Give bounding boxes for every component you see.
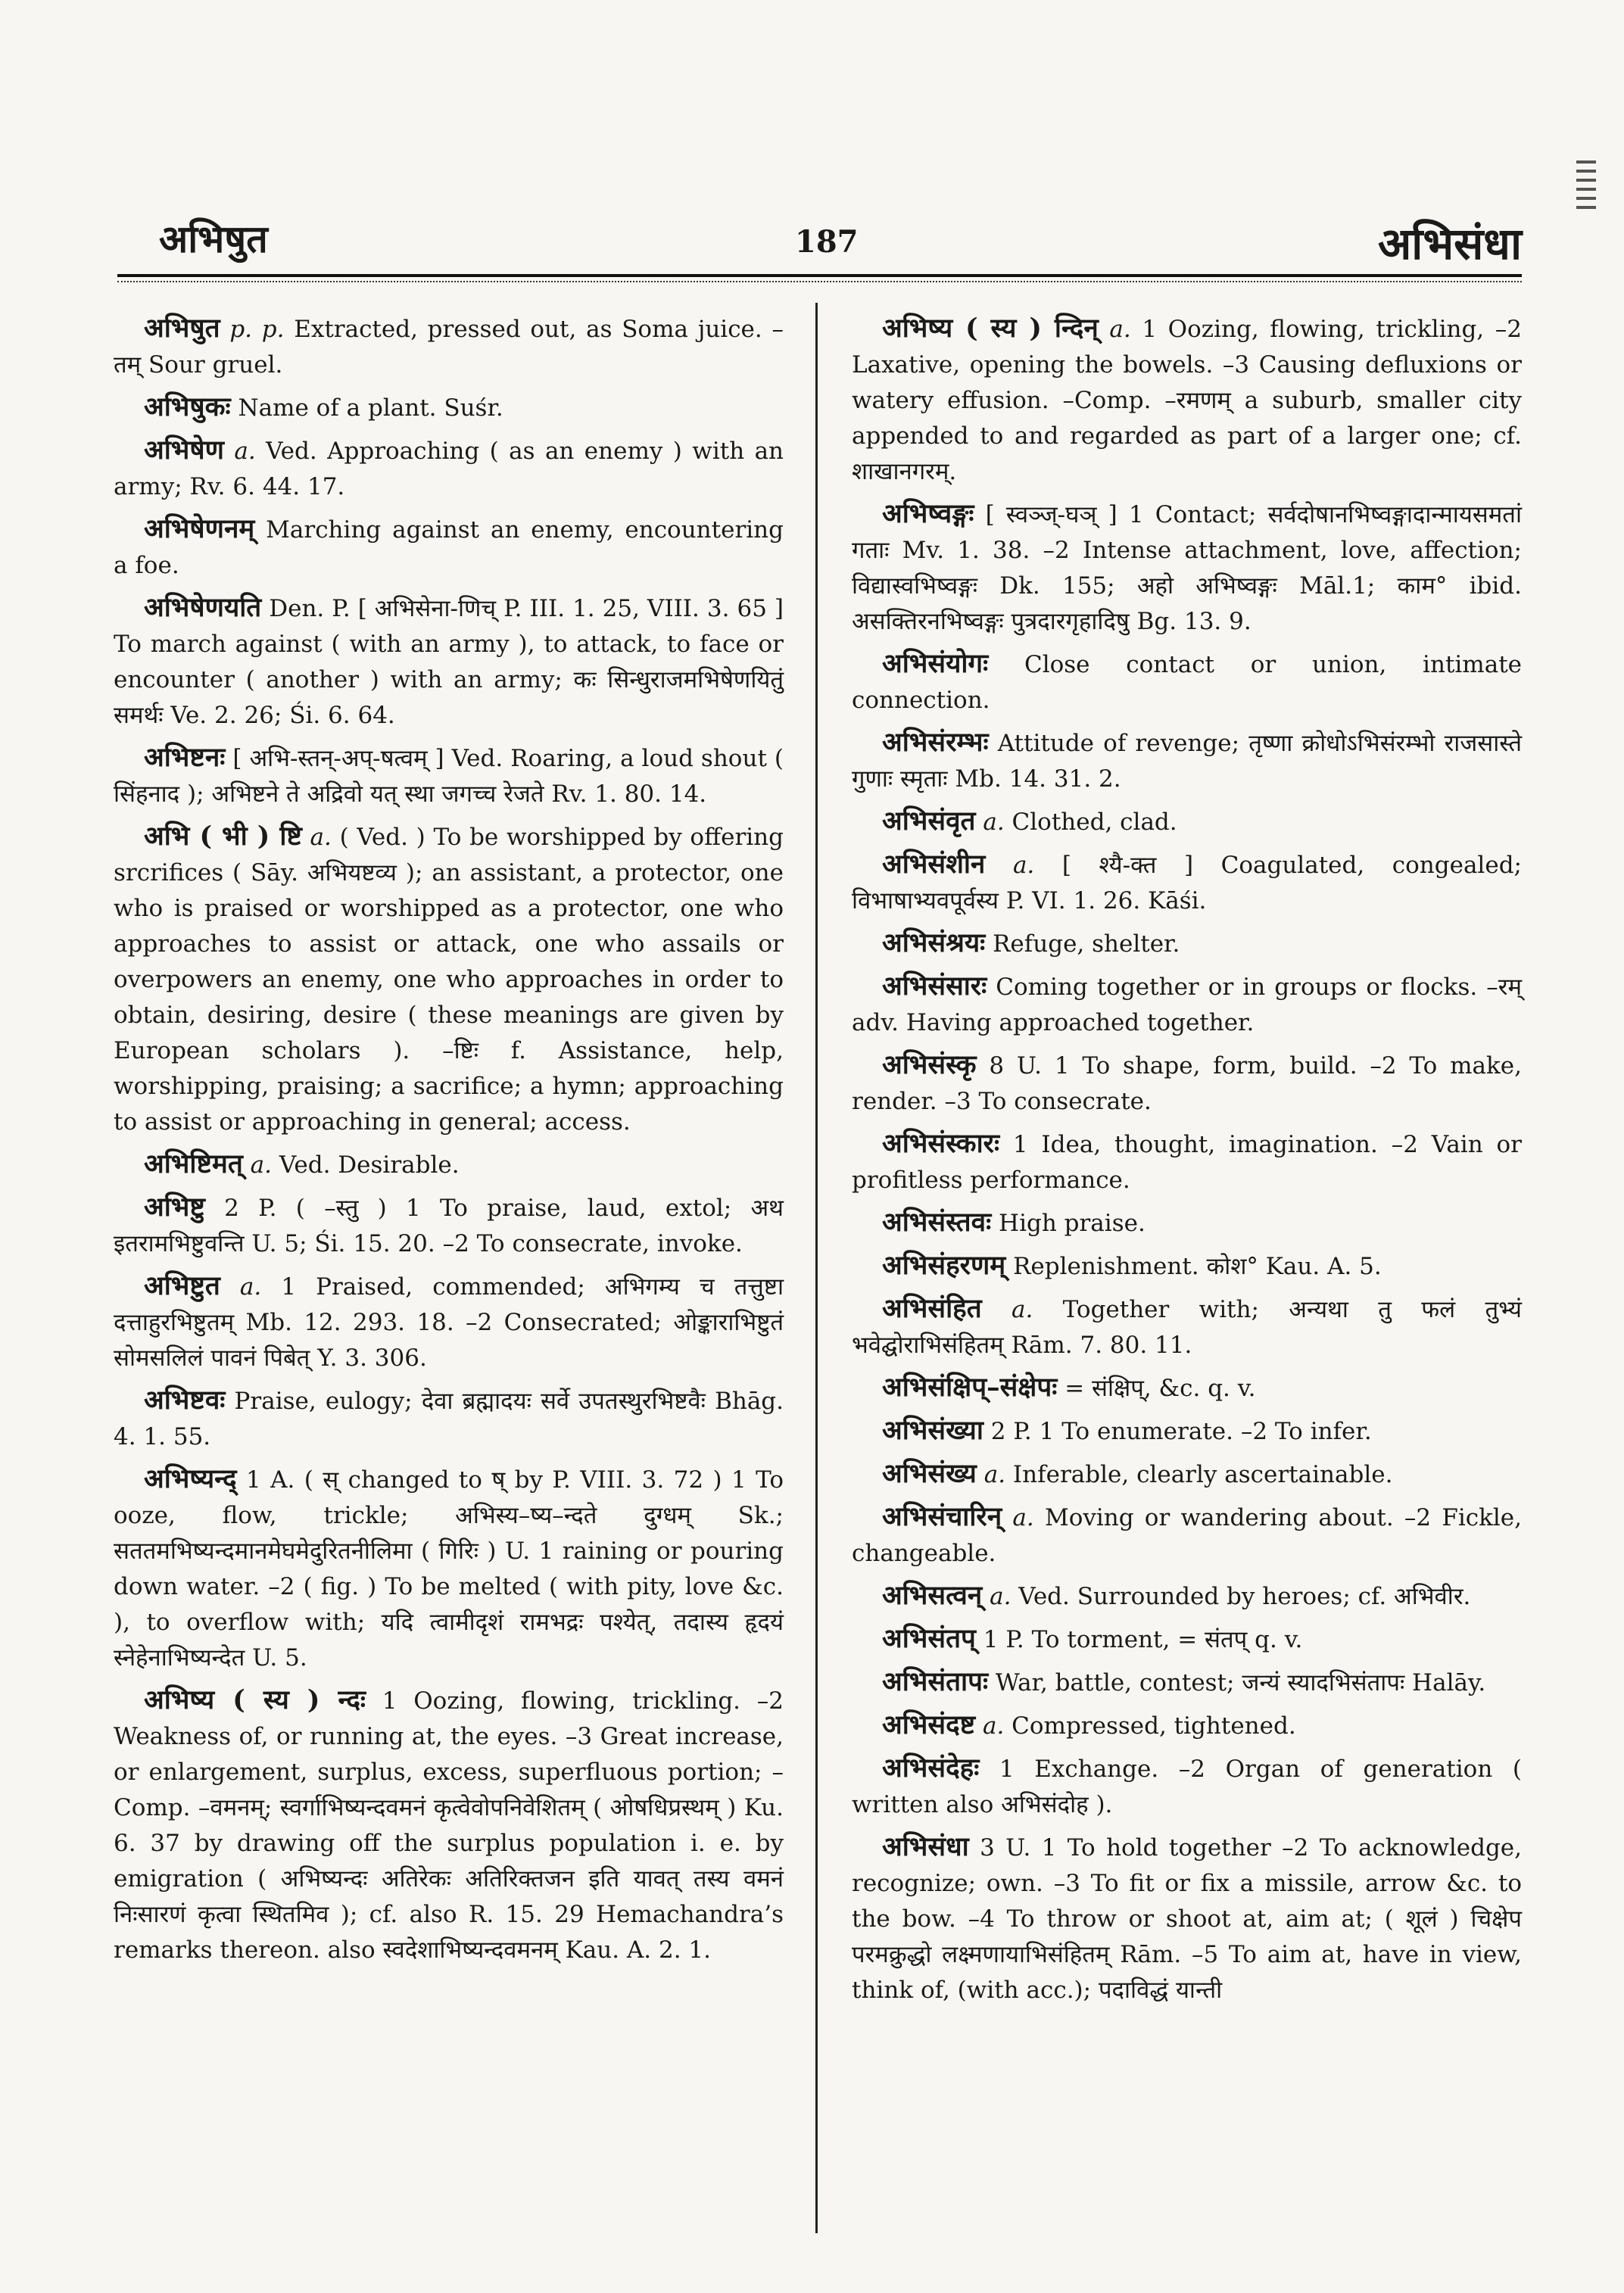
entry-definition: 1 P. To torment, = संतप् q. v. xyxy=(983,1626,1303,1653)
entry-headword: अभिसंतप् xyxy=(882,1623,976,1654)
entry-headword: अभिसंस्कृ xyxy=(882,1049,977,1080)
entry-headword: अभिसंशीन xyxy=(882,849,986,880)
entry-headword: अभिसंसारः xyxy=(882,970,987,1002)
entry-definition: 8 U. 1 To shape, form, build. –2 To make, render. –3 To consecrate. xyxy=(852,1052,1522,1115)
header-rule xyxy=(117,274,1522,282)
entry-headword: अभिषुत xyxy=(144,313,220,344)
entry-headword: अभि ( भी ) ष्टि xyxy=(144,821,302,852)
entry-definition: Attitude of revenge; तृष्णा क्रोधोऽभिसंरम्भो राजसास्ते गुणाः स्मृताः Mb. 14. 31. 2. xyxy=(852,730,1522,793)
dictionary-entry xyxy=(852,846,1522,919)
entry-definition: 1 Praised, commended; अभिगम्य च तत्तुष्टा दत्ताहुरभिष्टुतम् Mb. 12. 293. 18. –2 Consecrated; ओङ्काराभिष्टुतं सोमसलिलं पावनं पिबेत् Y. 3. 306. xyxy=(114,1273,784,1372)
page-header xyxy=(114,204,1522,280)
entry-definition: 1 Oozing, flowing, trickling. –2 Weakness of, or running at, the eyes. –3 Great increase, or enlargement, surplus, excess, superfluous portion; –Comp. –वमनम्; स्वर्गाभिष्यन्दवमनं कृत्वेवोपनिवेशितम् ( ओषधिप्रस्थम् ) Ku. 6. 37 by drawing off the surplus population i. e. by emigration ( अभिष्यन्दः अतिरेकः अतिरिक्तजन इति यावत् तस्य वमनं निःसारणं कृत्वा स्थितमिव ); cf. also R. 15. 29 Hemachandra’s remarks thereon. also स्वदेशाभिष्यन्दवमनम् Kau. A. 2. 1. xyxy=(114,1687,784,1964)
entry-definition: = संक्षिप्, &c. q. v. xyxy=(1064,1375,1256,1402)
dictionary-entry xyxy=(852,1829,1522,2008)
dictionary-entry xyxy=(852,803,1522,840)
entry-definition: 1 A. ( स् changed to ष् by P. VIII. 3. 72 ) 1 To ooze, flow, trickle; अभिस्य–ष्य–न्दते दुग्धम् Sk.; सततमभिष्यन्दमानमेघमेदुरितनीलिमा ( गिरिः ) U. 1 raining or pouring down water. –2 ( fig. ) To be melted ( with pity, love &c. ), to overflow with; यदि त्वामीदृशं रामभद्रः पश्येत्, तदास्य हृदयं स्नेहेनाभिष्यन्देत U. 5. xyxy=(114,1466,784,1671)
dictionary-entry xyxy=(114,1146,784,1183)
entry-definition: War, battle, contest; जन्यं स्यादभिसंतापः Halāy. xyxy=(995,1669,1486,1696)
left-running-headword: अभिषुत xyxy=(159,217,268,261)
entry-grammar: a. xyxy=(1012,1504,1034,1531)
dictionary-entry xyxy=(114,740,784,812)
dictionary-entry xyxy=(114,590,784,734)
dictionary-entry xyxy=(852,1369,1522,1407)
entry-definition: 1 Idea, thought, imagination. –2 Vain or profitless performance. xyxy=(852,1131,1522,1194)
entry-headword: अभिसंस्कारः xyxy=(882,1128,1000,1159)
dictionary-entry xyxy=(852,1413,1522,1450)
entry-headword: अभिष्टवः xyxy=(144,1385,226,1416)
entry-definition: [ अभि-स्तन्-अप्-षत्वम् ] Ved. Roaring, a loud shout ( सिंहनाद ); अभिष्टने ते अद्रिवो यत् स्था जगच्च रेजते Rv. 1. 80. 14. xyxy=(114,745,784,808)
entry-grammar: a. xyxy=(983,1461,1006,1488)
entry-headword: अभिसंचारिन् xyxy=(882,1501,1002,1532)
entry-headword: अभिसंतापः xyxy=(882,1666,989,1697)
entry-headword: अभिषेणनम् xyxy=(144,513,255,544)
dictionary-entry xyxy=(852,646,1522,718)
entry-headword: अभिसंरम्भः xyxy=(882,727,989,758)
entry-definition: Refuge, shelter. xyxy=(993,930,1180,958)
entry-headword: अभिसंहित xyxy=(882,1293,982,1324)
entry-headword: अभिसंस्तवः xyxy=(882,1207,992,1238)
entry-headword: अभिसंश्रयः xyxy=(882,927,986,958)
dictionary-entry xyxy=(852,1456,1522,1493)
entry-grammar: a. xyxy=(250,1151,272,1179)
entry-grammar: a. xyxy=(1109,316,1131,343)
dictionary-entry xyxy=(852,1621,1522,1658)
entry-headword: अभिष्वङ्गः xyxy=(882,498,974,529)
entry-headword: अभिसंक्षिप्–संक्षेपः xyxy=(882,1372,1058,1403)
entry-definition: Compressed, tightened. xyxy=(1011,1712,1296,1740)
entry-headword: अभिसंवृत xyxy=(882,805,976,837)
entry-definition: Den. P. [ अभिसेना-णिच् P. III. 1. 25, VIII. 3. 65 ] To march against ( with an army ), to attack, to face or encounter ( another ) with an army; कः सिन्धुराजमभिषेणयितुं समर्थः Ve. 2. 26; Śi. 6. 64. xyxy=(114,595,784,729)
entry-definition: [ स्वञ्ज्-घञ् ] 1 Contact; सर्वदोषानभिष्वङ्गादान्मायसमतां गताः Mv. 1. 38. –2 Intense attachment, love, affection; विद्यास्वभिष्वङ्गः Dk. 155; अहो अभिष्वङ्गः Māl.1; काम° ibid. असक्तिरनभिष्वङ्गः पुत्रदारगृहादिषु Bg. 13. 9. xyxy=(852,501,1523,635)
entry-headword: अभिष्य ( स्य ) न्दः xyxy=(144,1684,366,1715)
entry-definition: Inferable, clearly ascertainable. xyxy=(1012,1461,1393,1488)
dictionary-entry xyxy=(114,1268,784,1376)
entry-headword: अभिसंहरणम् xyxy=(882,1250,1006,1281)
dictionary-entry xyxy=(852,724,1522,797)
entry-headword: अभिसंधा xyxy=(882,1831,969,1862)
dictionary-entry xyxy=(852,1664,1522,1701)
entry-headword: अभिसंख्या xyxy=(882,1415,983,1446)
entry-definition: Ved. Desirable. xyxy=(279,1151,460,1179)
entry-definition: Close contact or union, intimate connection. xyxy=(852,651,1522,714)
entry-definition: 1 Exchange. –2 Organ of generation ( written also अभिसंदोह ). xyxy=(852,1756,1522,1818)
dictionary-entry xyxy=(114,1461,784,1676)
dictionary-entry xyxy=(114,511,784,584)
entry-definition: Praise, eulogy; देवा ब्रह्मादयः सर्वे उपतस्थुरभिष्टवैः Bhāg. 4. 1. 55. xyxy=(114,1388,784,1450)
dictionary-entry xyxy=(852,310,1522,490)
dictionary-entry xyxy=(114,1382,784,1455)
entry-definition: 1 Oozing, flowing, trickling, –2 Laxative, opening the bowels. –3 Causing defluxions or watery effusion. –Comp. –रमणम् a suburb, smaller city appended to and regarded as part of a larger one; cf. शाखानगरम्. xyxy=(852,316,1522,485)
dictionary-entry xyxy=(114,310,784,383)
entry-headword: अभिसत्वन् xyxy=(882,1580,983,1611)
entry-headword: अभिषेणयति xyxy=(144,592,262,623)
dictionary-entry xyxy=(852,1750,1522,1823)
entry-headword: अभिष्य ( स्य ) न्दिन् xyxy=(882,313,1099,344)
entry-definition: Replenishment. कोश° Kau. A. 5. xyxy=(1013,1253,1382,1280)
entry-definition: Together with; अन्यथा तु फलं तुभ्यं भवेद्घोराभिसंहितम् Rām. 7. 80. 11. xyxy=(852,1296,1522,1359)
entry-headword: अभिष्यन्द् xyxy=(144,1463,237,1494)
dictionary-entry xyxy=(852,496,1522,640)
dictionary-entry xyxy=(852,968,1522,1041)
entry-grammar: a. xyxy=(1012,852,1035,879)
entry-definition: Clothed, clad. xyxy=(1011,808,1177,836)
entry-definition: Name of a plant. Suśr. xyxy=(238,394,503,422)
entry-definition: 3 U. 1 To hold together –2 To acknowledge, recognize; own. –3 To fit or fix a missile, arrow &c. to the bow. –4 To throw or shoot at, aim at; ( शूलं ) चिक्षेप परमक्रुद्धो लक्ष्मणायाभिसंहितम् Rām. –5 To aim at, have in view, think of, (with acc.); पदाविद्धं यान्ती xyxy=(852,1834,1523,2004)
entry-headword: अभिषुकः xyxy=(144,391,231,422)
entry-grammar: p. p. xyxy=(229,316,285,343)
entry-headword: अभिसंदष्ट xyxy=(882,1709,976,1740)
left-column xyxy=(114,310,784,1974)
entry-definition: Coming together or in groups or flocks. –रम् adv. Having approached together. xyxy=(852,974,1522,1036)
dictionary-entry xyxy=(852,1707,1522,1744)
entry-definition: [ श्यै-क्त ] Coagulated, congealed; विभाषाभ्यवपूर्वस्य P. VI. 1. 26. Kāśi. xyxy=(852,852,1522,914)
entry-grammar: a. xyxy=(310,824,332,851)
entry-definition: Moving or wandering about. –2 Fickle, changeable. xyxy=(852,1504,1523,1567)
entry-headword: अभिष्टिमत् xyxy=(144,1148,243,1179)
entry-definition: ( Ved. ) To be worshipped by offering srcrifices ( Sāy. अभियष्टव्य ); an assistant, a protector, one who is praised or worshipped as a protector, one who approaches to assist or attack, one who assails or overpowers an enemy, one who approaches in order to obtain, desiring, desire ( these meanings are given by European scholars ). –ष्टिः f. Assistance, help, worshipping, praising; a sacrifice; a hymn; approaching to assist or approaching in general; access. xyxy=(114,824,784,1136)
entry-grammar: a. xyxy=(234,438,256,465)
entry-headword: अभिष्टनः xyxy=(144,742,226,773)
dictionary-entry xyxy=(852,1578,1522,1615)
entry-headword: अभिसंदेहः xyxy=(882,1752,980,1784)
dictionary-entry xyxy=(852,1126,1522,1198)
dictionary-entry xyxy=(852,1499,1522,1572)
dictionary-entry xyxy=(114,389,784,426)
right-running-headword: अभिसंधा xyxy=(1377,218,1522,269)
entry-definition: High praise. xyxy=(999,1210,1146,1237)
entry-definition: Ved. Surrounded by heroes; cf. अभिवीर. xyxy=(1018,1583,1471,1610)
entry-definition: Extracted, pressed out, as Soma juice. –तम् Sour gruel. xyxy=(114,316,784,379)
entry-definition: Marching against an enemy, encountering a foe. xyxy=(114,516,784,579)
entry-headword: अभिसंख्य xyxy=(882,1458,977,1489)
thumb-index-marks xyxy=(1576,160,1596,212)
dictionary-entry xyxy=(852,1291,1522,1363)
dictionary-entry xyxy=(114,1189,784,1262)
entry-definition: 2 P. ( –स्तु ) 1 To praise, laud, extol; अथ इतरामभिष्टुवन्ति U. 5; Śi. 15. 20. –2 To consecrate, invoke. xyxy=(114,1195,784,1257)
entry-definition: Ved. Approaching ( as an enemy ) with an army; Rv. 6. 44. 17. xyxy=(114,438,784,500)
entry-grammar: a. xyxy=(239,1273,262,1301)
dictionary-entry xyxy=(114,818,784,1140)
entry-grammar: a. xyxy=(982,1712,1005,1740)
dictionary-entry xyxy=(852,1248,1522,1285)
dictionary-entry xyxy=(852,925,1522,962)
entry-grammar: a. xyxy=(1011,1296,1033,1323)
column-divider xyxy=(815,303,818,2233)
dictionary-entry xyxy=(114,1682,784,1968)
right-column xyxy=(852,310,1522,2014)
entry-headword: अभिषेण xyxy=(144,435,224,466)
dictionary-entry xyxy=(852,1047,1522,1120)
entry-grammar: a. xyxy=(983,808,1005,836)
entry-headword: अभिष्टु xyxy=(144,1192,205,1223)
page-number: 187 xyxy=(795,224,859,260)
entry-headword: अभिसंयोगः xyxy=(882,648,989,679)
entry-grammar: a. xyxy=(990,1583,1011,1610)
entry-headword: अभिष्टुत xyxy=(144,1270,220,1301)
dictionary-entry xyxy=(852,1204,1522,1242)
dictionary-entry xyxy=(114,432,784,505)
entry-definition: 2 P. 1 To enumerate. –2 To infer. xyxy=(990,1418,1372,1445)
